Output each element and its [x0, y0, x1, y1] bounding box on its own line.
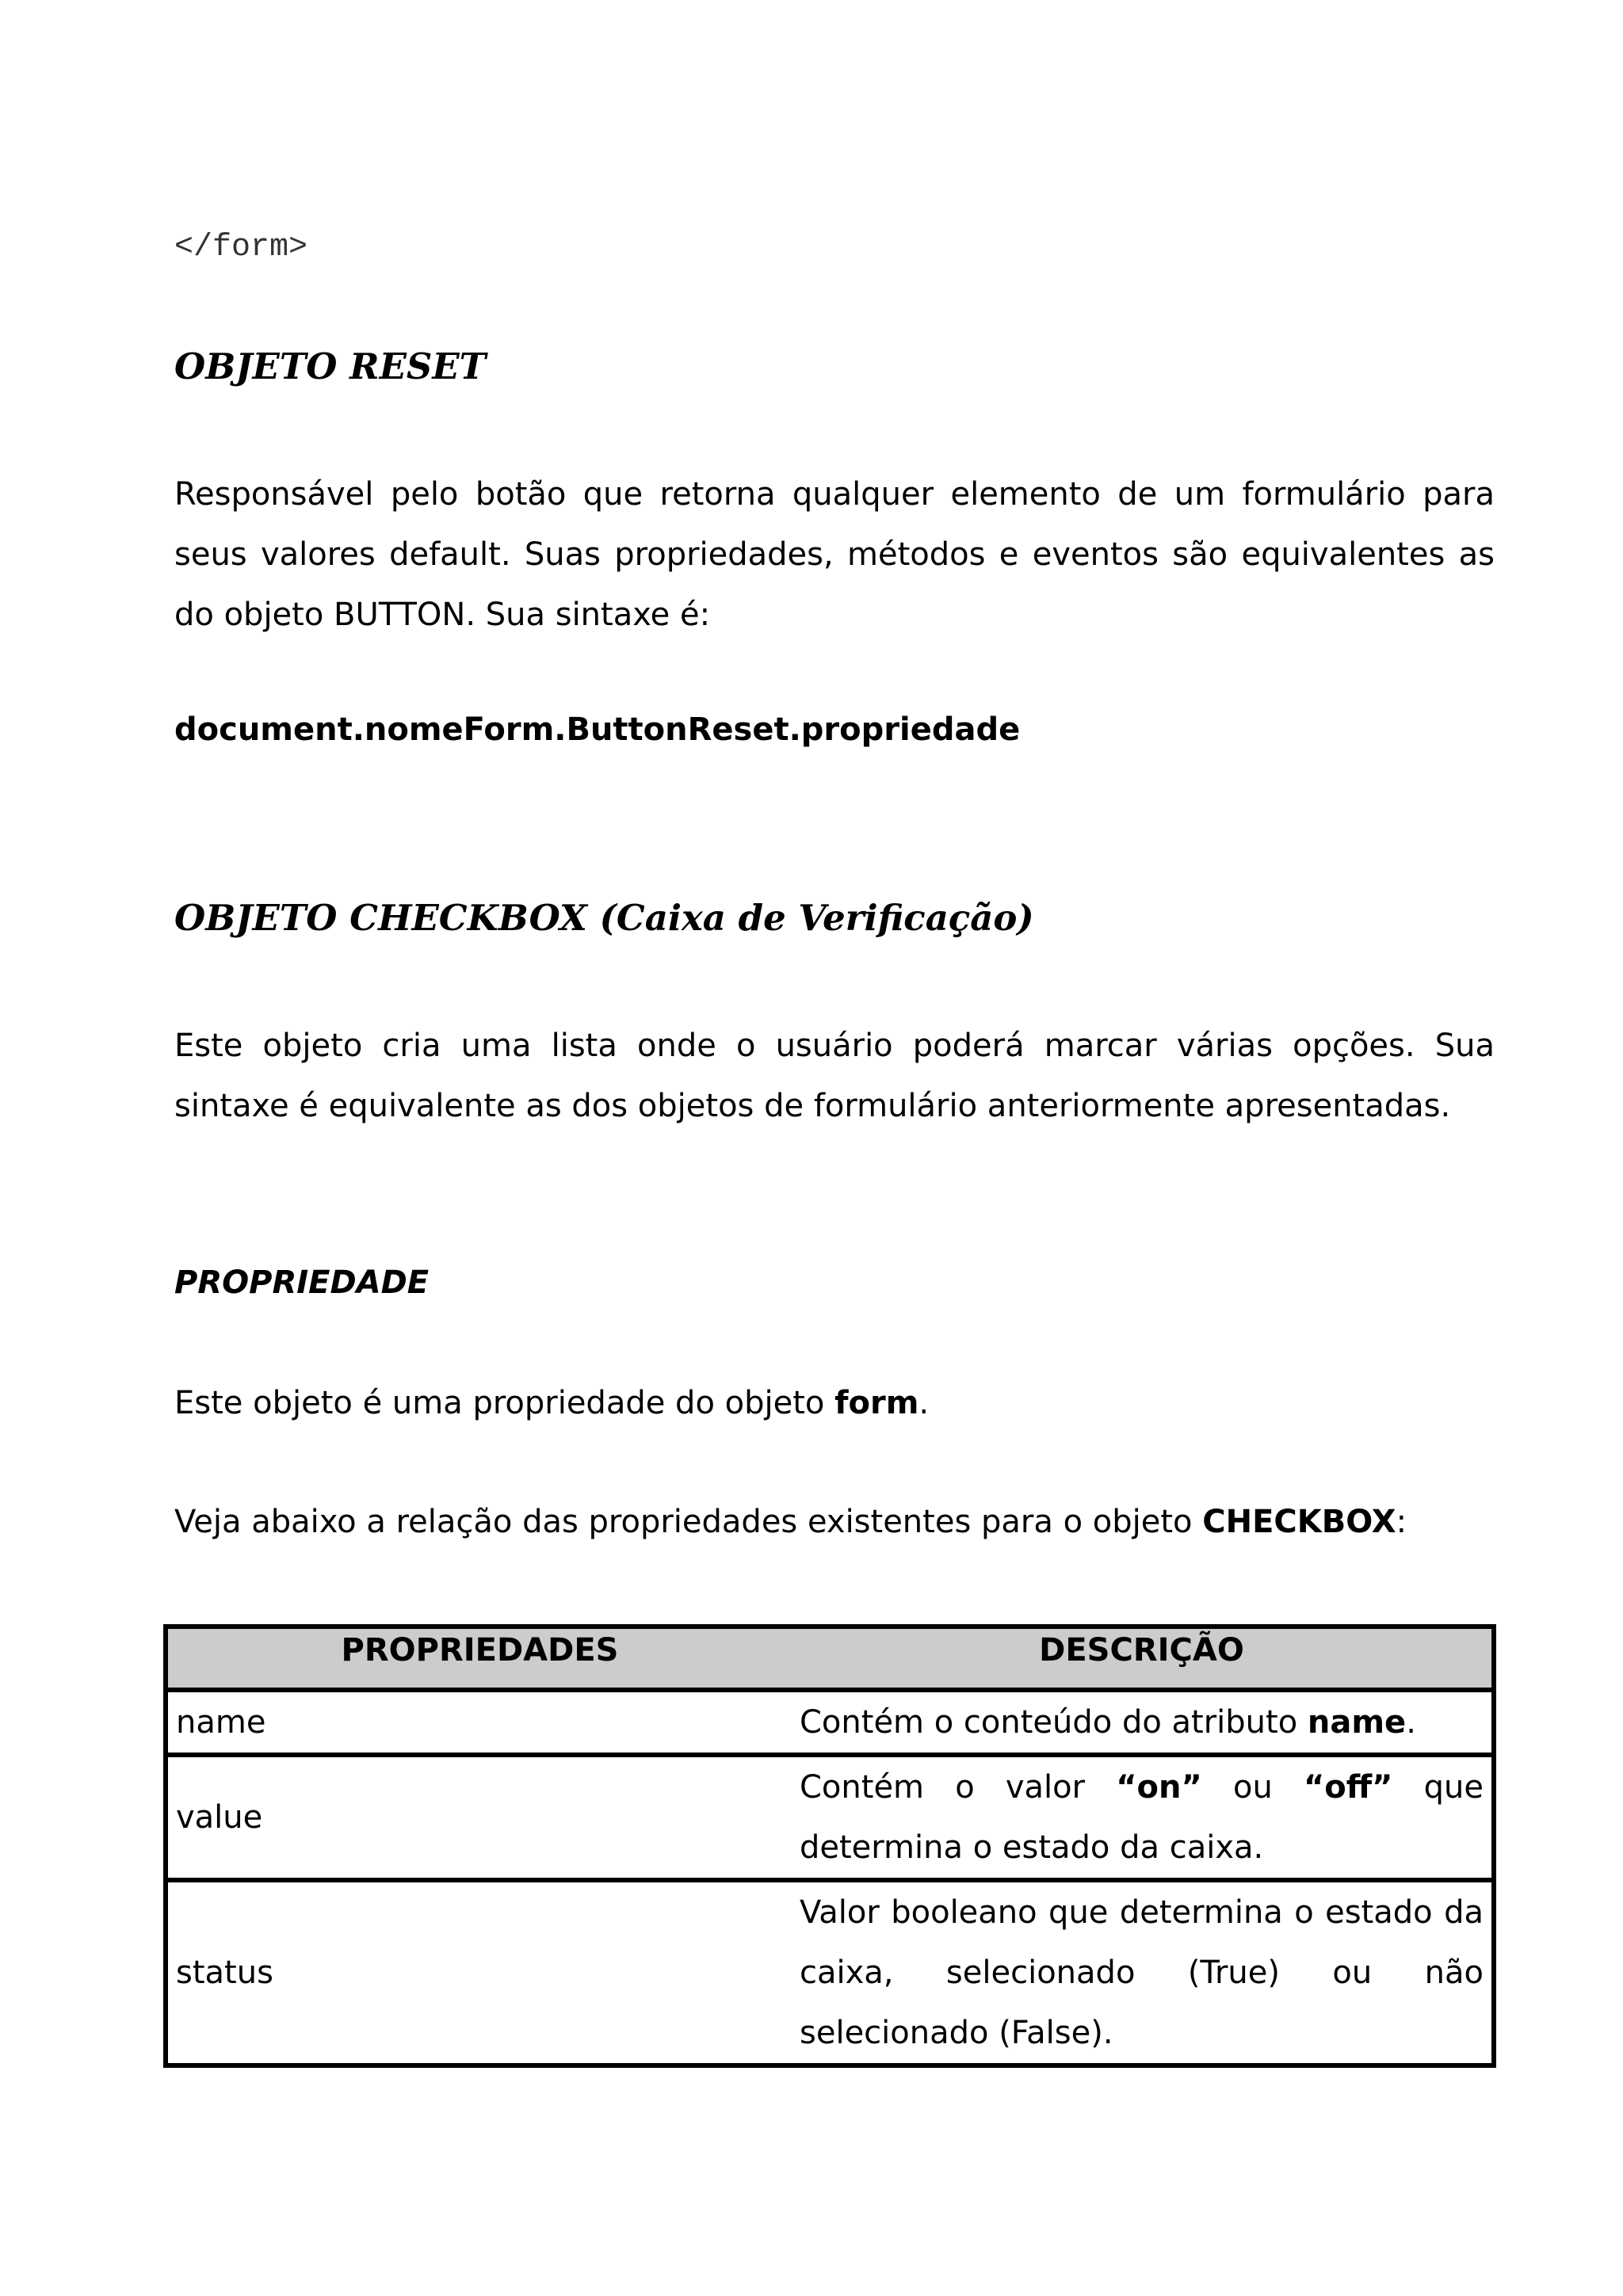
table-header-row — [166, 1627, 1494, 1690]
list-end: : — [1396, 1504, 1407, 1540]
property-text: Este objeto é uma propriedade do objeto — [174, 1385, 835, 1421]
heading-propriedade: PROPRIEDADE — [174, 1264, 430, 1301]
table-row — [166, 1755, 1494, 1880]
code-form-close: </form> — [174, 230, 308, 265]
checkbox-description: Este objeto cria uma lista onde o usuário poderá marcar várias opções. Sua sintaxe é equivalente as dos objetos de formulário anteriormente apresentadas. — [174, 1028, 1495, 1124]
list-bold: CHECKBOX — [1202, 1504, 1396, 1540]
property-bold: form — [834, 1385, 919, 1421]
prop-status: status — [166, 1880, 792, 2065]
heading-checkbox: OBJETO CHECKBOX (Caixa de Verificação) — [174, 897, 1034, 939]
heading-reset: OBJETO RESET — [174, 345, 487, 387]
prop-name: name — [166, 1690, 792, 1755]
list-intro — [174, 1504, 1407, 1540]
reset-syntax: document.nomeForm.ButtonReset.propriedade — [174, 711, 1021, 748]
properties-table — [163, 1624, 1496, 2068]
property-end: . — [918, 1385, 930, 1421]
prop-value: value — [166, 1755, 792, 1880]
list-text: Veja abaixo a relação das propriedades existentes para o objeto — [174, 1504, 1203, 1540]
table-row — [166, 1690, 1494, 1755]
reset-description: Responsável pelo botão que retorna qualquer elemento de um formulário para seus valores default. Suas propriedades, métodos e eventos são equivalentes as do objeto BUTTON. Sua sintaxe é: — [174, 476, 1495, 633]
table-row — [166, 1880, 1494, 2065]
desc-name: Contém o conteúdo do atributo name. — [792, 1690, 1494, 1755]
desc-status: Valor booleano que determina o estado da caixa, selecionado (True) ou não selecionado (False). — [792, 1880, 1494, 2065]
header-descricao: DESCRIÇÃO — [792, 1627, 1494, 1690]
header-propriedades: PROPRIEDADES — [166, 1627, 792, 1690]
property-statement — [174, 1385, 929, 1421]
desc-value: Contém o valor “on” ou “off” que determina o estado da caixa. — [792, 1755, 1494, 1880]
